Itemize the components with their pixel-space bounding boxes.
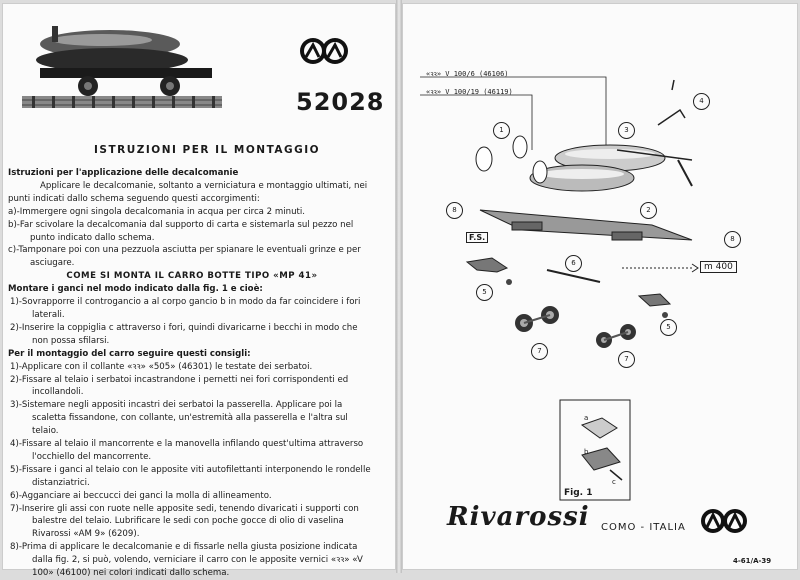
model-number: 52028 [296, 88, 385, 116]
tank-parts [476, 136, 665, 191]
tank-wagon-illustration [22, 22, 222, 112]
mount-step: 3)-Sistemare negli appositi incastri dei serbatoi la passerella. Applicare poi la scaletta fissandone, con collante, un'estremità alla passerella e l'altra sul telaio. [10, 400, 348, 437]
brand-logo: Rivarossi [447, 502, 590, 532]
part-number: 8 [446, 202, 463, 219]
hooks-title: Montare i ganci nel modo indicato dalla fig. 1 e cioè: [8, 284, 263, 295]
mount-step: 4)-Fissare al telaio il mancorrente e la manovella infilando quest'ultima attraverso l'occhiello del mancorrente. [10, 439, 364, 462]
decal-intro: Applicare le decalcomanie, soltanto a verniciatura e montaggio ultimati, nei punti indicati dallo schema seguendo questi accorgimenti: [8, 180, 368, 204]
mount-step: 5)-Fissare i ganci al telaio con le apposite viti autofilettanti interponendo le rondelle distanziatrici. [10, 464, 371, 488]
fig-letter: c [612, 478, 616, 486]
instructions-text [8, 167, 376, 580]
mount-step: 6)-Agganciare ai beccucci dei ganci la molla di allineamento. [10, 490, 272, 501]
fig-label: Fig. 1 [564, 488, 593, 498]
hooks-step-1: 1)-Sovrapporre il controgancio a al corpo gancio b in modo da far coincidere i fori laterali. [10, 297, 361, 320]
rr-logo-icon [299, 35, 349, 67]
fs-label: F.S. [466, 232, 488, 243]
part-number: 7 [618, 351, 635, 368]
part-number: 3 [618, 122, 635, 139]
paint-label-2: «ꝛꝛ» V 100/19 (46119) [426, 88, 513, 96]
paint-label-1: «ꝛꝛ» V 100/6 (46106) [426, 70, 509, 78]
part-number: 8 [724, 231, 741, 248]
part-number: 5 [660, 319, 677, 336]
decal-step-b: b)-Far scivolare la decalcomania dal supporto di carta e sistemarla sul pezzo nel punto indicato dallo schema. [8, 219, 354, 243]
fig-letter: a [584, 414, 589, 422]
decal-title: Istruzioni per l'applicazione delle decalcomanie [8, 168, 239, 178]
part-number: 4 [693, 93, 710, 110]
decal-step-a: a)-Immergere ogni singola decalcomania in acqua per circa 2 minuti. [8, 206, 306, 217]
part-number: 1 [493, 122, 510, 139]
mount-step: 1)-Applicare con il collante «ꝛꝛ» «505» (46301) le testate dei serbatoi. [10, 361, 313, 372]
document-code: 4-61/A-39 [733, 557, 772, 565]
mount-step: 2)-Fissare al telaio i serbatoi incastrandone i pernetti nei fori corrispondenti ed incollandoli. [10, 374, 349, 398]
part-number: 7 [531, 343, 548, 360]
hooks-step-2: 2)-Inserire la coppiglia c attraverso i fori, quindi divaricarne i becchi in modo che non possa sfilarsi. [10, 322, 358, 346]
page-title: ISTRUZIONI PER IL MONTAGGIO [94, 144, 321, 156]
assembly-title: COME SI MONTA IL CARRO BOTTE TIPO «MP 41» [66, 271, 318, 282]
mount-step: 7)-Inserire gli assi con ruote nelle apposite sedi, tenendo divaricati i supporti con balestre del telaio. Lubrificare le sedi con poche gocce di olio di vaselina Rivarossi «AM 9» (6209). [10, 503, 359, 540]
part-number: 5 [476, 284, 493, 301]
part-number: 2 [640, 202, 657, 219]
exploded-diagram [402, 0, 798, 573]
part-number: 6 [565, 255, 582, 272]
mount-title: Per il montaggio del carro seguire questi consigli: [8, 348, 251, 359]
rr-logo-icon [700, 506, 748, 536]
brand-location: COMO - ITALIA [601, 522, 686, 533]
fig-letter: b [584, 448, 589, 456]
length-label: m 400 [700, 261, 737, 273]
decal-step-c: c)-Tamponare poi con una pezzuola asciutta per spianare le eventuali grinze e per asciugare. [8, 245, 361, 269]
mount-step: 8)-Prima di applicare le decalcomanie e di fissarle nella giusta posizione indicata dalla fig. 2, si può, volendo, verniciare il carro con le apposite vernici «ꝛꝛ» «V 100» (46100) nei colori indicati dallo schema. [10, 542, 363, 579]
